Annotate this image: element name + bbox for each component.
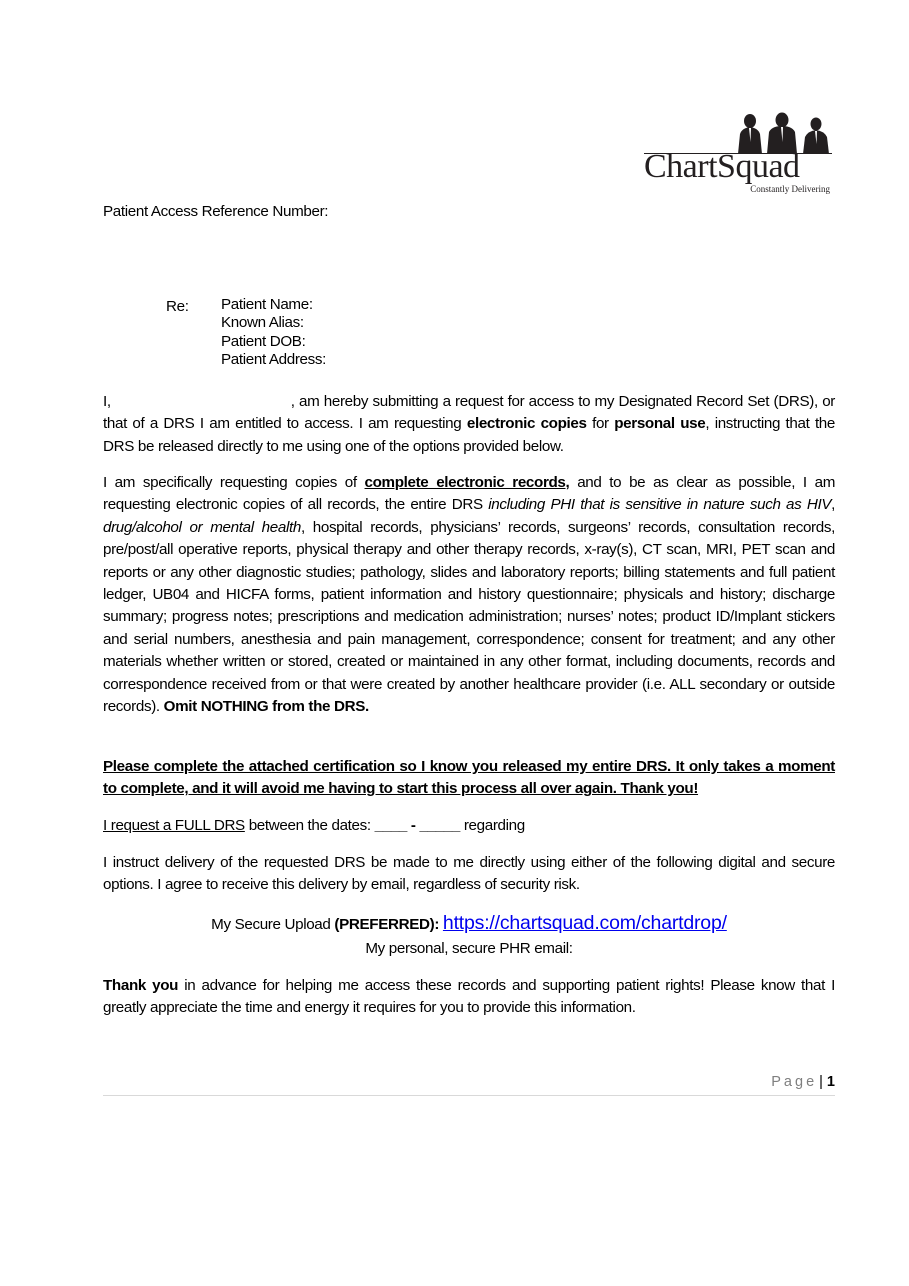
omit-nothing-emphasis: Omit NOTHING from the DRS. bbox=[163, 698, 369, 716]
complete-records-emphasis: complete electronic records, bbox=[364, 474, 570, 491]
bold-electronic-copies: electronic copies bbox=[466, 415, 587, 433]
request-paragraph bbox=[103, 391, 835, 458]
phr-email-label: My personal, secure PHR email: bbox=[365, 940, 573, 957]
reference-number-label: Patient Access Reference Number: bbox=[103, 203, 329, 220]
patient-dob-label: Patient DOB: bbox=[221, 332, 306, 350]
records-paragraph bbox=[103, 472, 835, 718]
text: , hospital records, physicians’ records, surgeons’ records, consultation records, pre/post/all operative reports, physical therapy and other therapy records, x-ray(s), CT scan, MRI, PET scan and reports or any other diagnostic studies; pathology, slides and laboratory reports; billing statements and full patient ledger, UB04 and HICFA forms, patient information and history questionnaire; physicals and history; discharge summary; progress notes; prescriptions and medication administration; nurses’ notes; product ID/Implant stickers and serial numbers, anesthesia and pain management, correspondence; consent for treatment; and any other materials whether written or stored, created or maintained in any other format, including documents, records and correspondence received from or that were created by another healthcare provider (i.e. ALL secondary or outside records). bbox=[103, 518, 835, 716]
thank-you-paragraph bbox=[103, 975, 835, 1020]
footer-rule bbox=[103, 1095, 835, 1096]
end-date-blank: _____ bbox=[419, 817, 460, 834]
text: , instructing that the DRS be released directly to me using one of the options provided below. bbox=[103, 415, 836, 455]
page-number: 1 bbox=[826, 1074, 835, 1090]
patient-name-label: Patient Name: bbox=[221, 296, 313, 313]
thank-you-bold: Thank you bbox=[103, 977, 179, 994]
page-footer bbox=[103, 1074, 835, 1090]
known-alias-label: Known Alias: bbox=[221, 314, 304, 332]
footer-separator: | bbox=[819, 1074, 823, 1090]
re-fields bbox=[221, 296, 326, 369]
secure-upload-line bbox=[103, 912, 835, 936]
text: between the dates: bbox=[244, 817, 375, 834]
text: I am specifically requesting copies of bbox=[103, 474, 365, 491]
date-range-line bbox=[103, 815, 835, 837]
bold-personal-use: personal use bbox=[614, 415, 706, 433]
pronoun-text: I, bbox=[103, 393, 111, 410]
chartsquad-logo bbox=[644, 112, 834, 196]
text: for bbox=[586, 415, 615, 433]
page-label: Page bbox=[771, 1074, 818, 1090]
preferred-label: (PREFERRED): bbox=[334, 916, 440, 933]
logo-tagline: Constantly Delivering bbox=[750, 184, 830, 194]
italic-sensitive-phi: including PHI that is sensitive in nature such as HIV bbox=[488, 496, 832, 514]
certification-notice: Please complete the attached certification so I know you released my entire DRS. It only takes a moment to complete, and it will avoid me having to start this process all over again. Thank you! bbox=[103, 758, 835, 798]
upload-label: My Secure Upload bbox=[211, 916, 335, 933]
start-date-blank: ____ bbox=[374, 817, 408, 834]
re-label: Re: bbox=[166, 298, 189, 315]
text: , am hereby submitting a request for access to my Designated Record Set (DRS), or that of a DRS I am entitled to access. I am requesting bbox=[103, 393, 835, 433]
delivery-instructions: I instruct delivery of the requested DRS be made to me directly using either of the following digital and secure options. I agree to receive this delivery by email, regardless of security risk. bbox=[103, 854, 835, 894]
text: regarding bbox=[459, 817, 525, 834]
chartdrop-link[interactable]: https://chartsquad.com/chartdrop/ bbox=[442, 912, 727, 934]
text: and to be as clear as possible, I am requesting electronic copies of all records, the entire DRS bbox=[103, 474, 836, 514]
logo-wordmark: ChartSquad bbox=[644, 148, 800, 185]
italic-drug-alcohol: drug/alcohol or mental health bbox=[103, 518, 301, 536]
text: in advance for helping me access these records and supporting patient rights! Please know that I greatly appreciate the time and energy it requires for you to provide this information. bbox=[103, 977, 836, 1017]
date-dash: - bbox=[407, 817, 420, 834]
patient-address-label: Patient Address: bbox=[221, 350, 326, 368]
text: , bbox=[831, 496, 835, 514]
full-drs-text: I request a FULL DRS bbox=[103, 817, 245, 834]
